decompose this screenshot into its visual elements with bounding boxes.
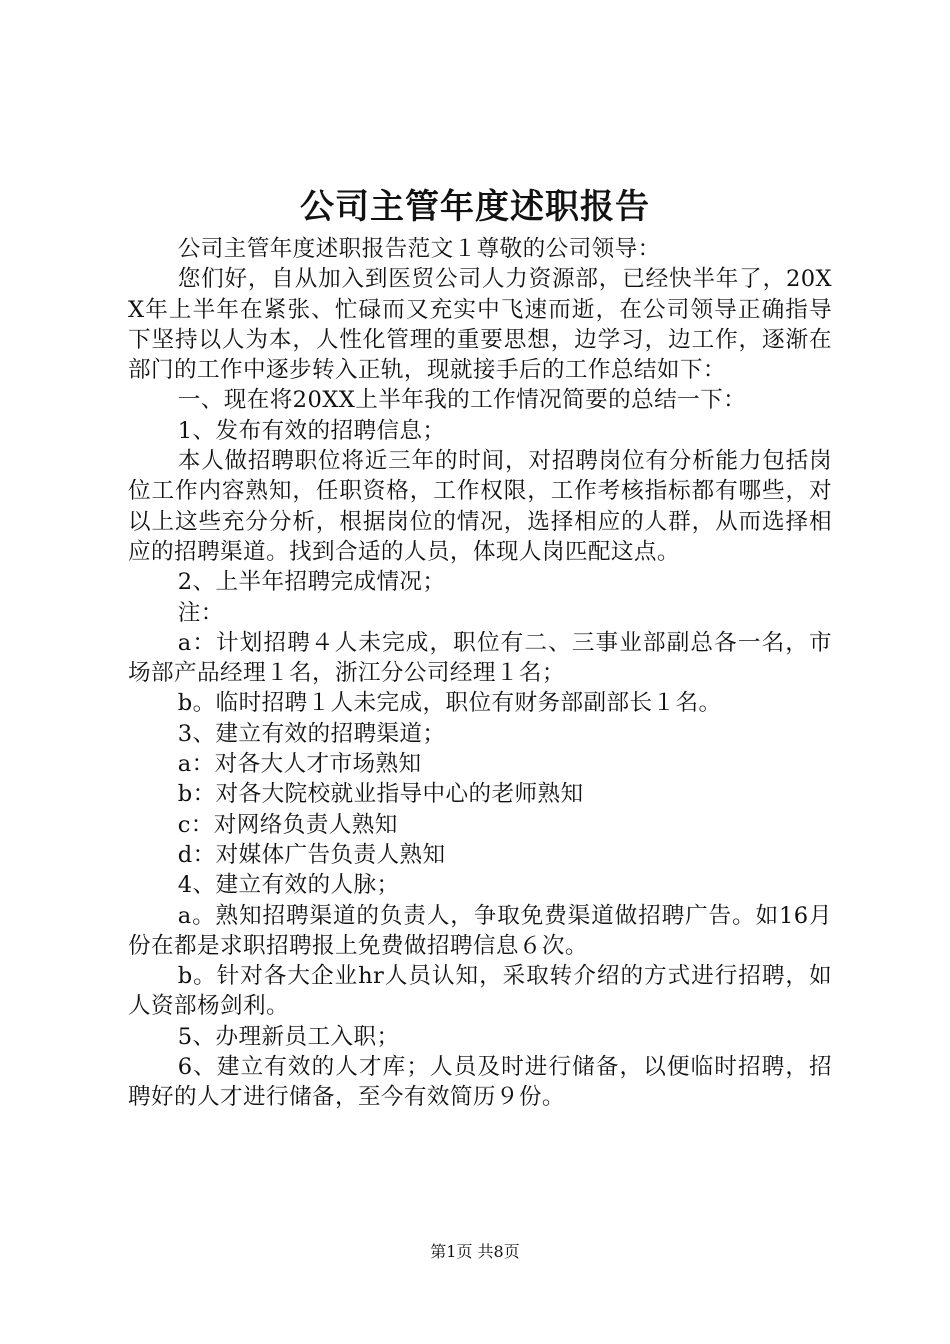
- paragraph-section-heading: 一、现在将20XX上半年我的工作情况简要的总结一下：: [177, 387, 747, 414]
- paragraph-item-1: 1、发布有效的招聘信息；: [177, 417, 446, 444]
- paragraph-item-2: 2、上半年招聘完成情况；: [177, 569, 446, 596]
- document-title: 公司主管年度述职报告: [300, 187, 650, 227]
- paragraph-intro: 您们好，自从加入到医贸公司人力资源部，已经快半年了，20XX年上半年在紧张、忙碌而又充实中飞速而逝，在公司领导正确指导下坚持以人为本，人性化管理的重要思想，边学习，边工作，逐渐在部门的工作中逐步转入正轨，现就接手后的工作总结如下：: [128, 266, 832, 384]
- paragraph-note-b: b。临时招聘１人未完成，职位有财务部副部长１名。: [177, 690, 722, 717]
- paragraph-item-3: 3、建立有效的招聘渠道；: [177, 720, 446, 747]
- paragraph-item-3-a: a：对各大人才市场熟知: [177, 751, 422, 778]
- paragraph-item-4: 4、建立有效的人脉；: [177, 872, 400, 899]
- paragraph-item-6: 6、建立有效的人才库；人员及时进行储备，以便临时招聘，招聘好的人才进行储备，至今有效简历９份。: [128, 1054, 832, 1111]
- paragraph-note-a: a：计划招聘４人未完成，职位有二、三事业部副总各一名，市场部产品经理１名，浙江分公司经理１名；: [128, 629, 832, 687]
- document-body: [128, 234, 832, 1113]
- page-number-footer: 第1页 共8页: [430, 1242, 520, 1261]
- paragraph-item-1-detail: 本人做招聘职位将近三年的时间，对招聘岗位有分析能力包括岗位工作内容熟知，任职资格，工作权限，工作考核指标都有哪些，对以上这些充分分析，根据岗位的情况，选择相应的人群，从而选择相应的招聘渠道。找到合适的人员，体现人岗匹配这点。: [128, 448, 832, 565]
- paragraph-note: 注：: [177, 599, 224, 626]
- paragraph-item-3-b: b：对各大院校就业指导中心的老师熟知: [177, 781, 584, 808]
- paragraph-greeting: 公司主管年度述职报告范文１尊敬的公司领导：: [177, 236, 661, 262]
- paragraph-item-3-c: c：对网络负责人熟知: [177, 811, 398, 838]
- paragraph-item-5: 5、办理新员工入职；: [177, 1023, 400, 1050]
- paragraph-item-4-a: a。熟知招聘渠道的负责人，争取免费渠道做招聘广告。如16月份在都是求职招聘报上免费做招聘信息６次。: [128, 902, 832, 959]
- paragraph-item-4-b: b。针对各大企业hr人员认知，采取转介绍的方式进行招聘，如人资部杨剑利。: [128, 963, 832, 1020]
- paragraph-item-3-d: d：对媒体广告负责人熟知: [177, 841, 446, 868]
